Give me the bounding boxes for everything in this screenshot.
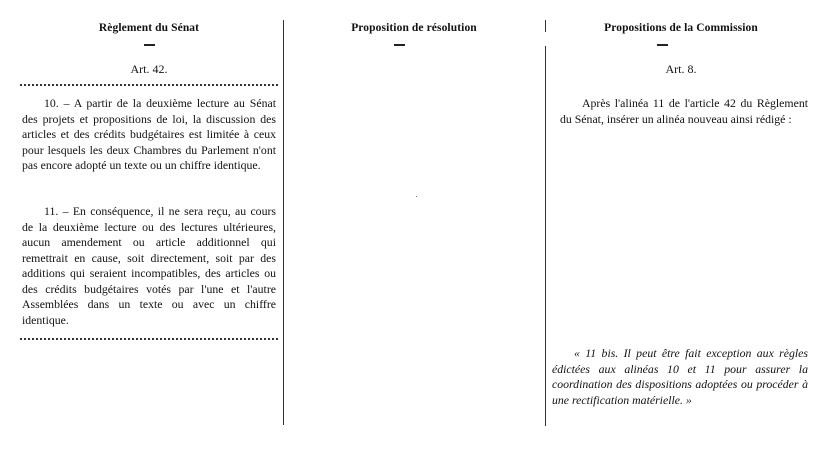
article-label-right: Art. 8. [665, 62, 697, 76]
column-divider-left [283, 20, 284, 425]
title-dash [394, 44, 405, 46]
column-title-commission: Propositions de la Commission [604, 22, 758, 34]
column-divider-right [545, 46, 546, 426]
title-dash [657, 44, 668, 46]
article-label-left: Art. 42. [130, 62, 168, 76]
paragraph-alinea-11: 11. – En conséquence, il ne sera reçu, au cours de la deuxième lecture ou des lectures ultérieures, aucun amendement ou article additionnel qui remettrait en cause, soit directement, soit par des additions qui seraient incompatibles, des articles ou des crédits budgétaires votés par l'une et l'autre Assemblées dans un texte ou avec un chiffre identique. [22, 204, 276, 327]
column-title-proposition: Proposition de résolution [351, 22, 477, 34]
dotted-separator-top [20, 84, 278, 86]
title-dash [144, 44, 155, 46]
column-divider-right-top [545, 20, 546, 32]
column-title-reglement: Règlement du Sénat [98, 22, 200, 34]
paragraph-alinea-11-bis: « 11 bis. Il peut être fait exception aux règles édictées aux alinéas 10 et 11 pour assurer la coordination des dispositions adoptées ou procéder à une rectification matérielle. » [552, 346, 808, 407]
print-speck [416, 196, 417, 197]
paragraph-commission-intro: Après l'alinéa 11 de l'article 42 du Règlement du Sénat, insérer un alinéa nouveau ainsi rédigé : [560, 96, 808, 126]
dotted-separator-bottom [20, 338, 278, 340]
paragraph-alinea-10: 10. – A partir de la deuxième lecture au Sénat des projets et propositions de loi, la discussion des articles et des crédits budgétaires est limitée à ceux pour lesquels les deux Chambres du Parlement n'ont pas encore adopté un texte ou un chiffre identique. [22, 96, 276, 172]
